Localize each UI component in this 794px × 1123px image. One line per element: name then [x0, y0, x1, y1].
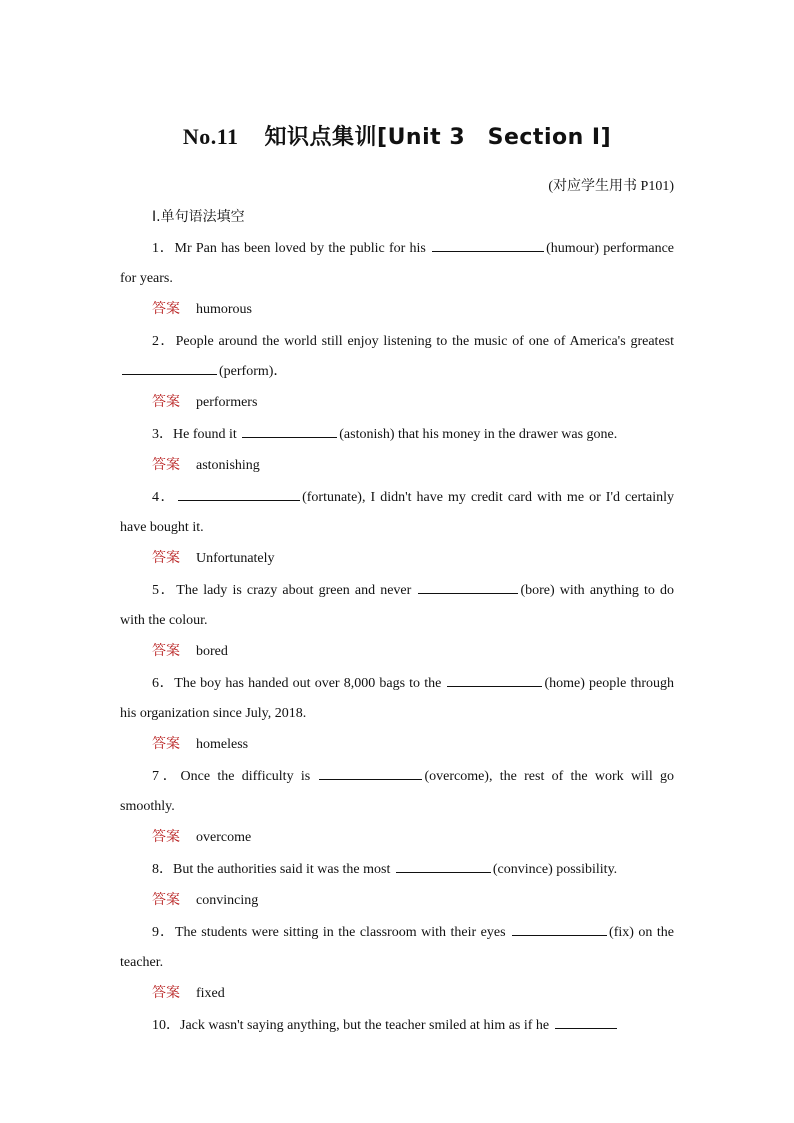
- textbook-reference: (对应学生用书 P101): [548, 179, 674, 194]
- answer-blank: [447, 672, 542, 687]
- question-text-before: Once the difficulty is: [180, 769, 318, 784]
- answer-blank: [555, 1014, 617, 1029]
- answer-line: [120, 978, 674, 1009]
- answer-label: 答案: [152, 829, 180, 845]
- exercise-number: No.11: [182, 124, 239, 149]
- question-text-after: (home) people through his organization since July, 2018.: [120, 676, 675, 721]
- answer-line: [120, 543, 674, 574]
- question-text-after: (overcome), the rest of the work will go smoothly.: [120, 769, 674, 814]
- question-item: [120, 576, 674, 636]
- question-text-after: (perform)．: [219, 364, 288, 379]
- question-item: [120, 327, 674, 387]
- question-text-before: The boy has handed out over 8,000 bags to the: [174, 676, 446, 691]
- question-number: 7．: [152, 769, 181, 784]
- answer-value: fixed: [196, 986, 225, 1001]
- question-text-before: Jack wasn't saying anything, but the teacher smiled at him as if he: [180, 1018, 553, 1033]
- question-item: [120, 420, 674, 450]
- question-text-after: (fortunate), I didn't have my credit card with me or I'd certainly have bought it.: [120, 490, 674, 535]
- question-text-after: (humour) performance for years.: [120, 241, 675, 286]
- page-title: [0, 120, 794, 151]
- question-number: 2．: [152, 334, 176, 349]
- question-number: 1．: [152, 241, 175, 256]
- answer-value: convincing: [196, 893, 259, 908]
- question-item: [120, 1011, 674, 1041]
- section-heading: Ⅰ.单句语法填空: [152, 209, 245, 225]
- answer-blank: [432, 237, 544, 252]
- question-text-before: But the authorities said it was the most: [173, 862, 394, 877]
- question-list: [120, 234, 674, 1041]
- answer-blank: [178, 486, 300, 501]
- answer-line: [120, 822, 674, 853]
- answer-label: 答案: [152, 457, 180, 473]
- answer-label: 答案: [152, 985, 180, 1001]
- answer-blank: [122, 360, 217, 375]
- answer-value: bored: [196, 644, 228, 659]
- answer-label: 答案: [152, 736, 180, 752]
- answer-label: 答案: [152, 394, 180, 410]
- question-text-before: The lady is crazy about green and never: [176, 583, 417, 598]
- answer-label: 答案: [152, 301, 180, 317]
- question-text-after: (convince) possibility.: [492, 862, 618, 877]
- answer-label: 答案: [152, 892, 180, 908]
- answer-blank: [396, 858, 491, 873]
- question-item: [120, 483, 674, 543]
- answer-value: astonishing: [196, 458, 260, 473]
- answer-blank: [319, 765, 422, 780]
- question-item: [120, 855, 674, 885]
- question-text-before: People around the world still enjoy listening to the music of one of America's greatest: [175, 334, 675, 349]
- answer-blank: [242, 423, 337, 438]
- answer-line: [120, 450, 674, 481]
- question-number: 9．: [152, 925, 175, 940]
- answer-blank: [512, 921, 607, 936]
- answer-label: 答案: [152, 550, 180, 566]
- question-number: 4．: [152, 490, 177, 505]
- question-text-before: He found it: [173, 427, 241, 442]
- answer-value: homeless: [196, 737, 249, 752]
- answer-line: [120, 387, 674, 418]
- question-number: 6．: [152, 676, 175, 691]
- question-text-after: (fix) on the teacher.: [120, 925, 675, 970]
- question-item: [120, 669, 674, 729]
- answer-line: [120, 729, 674, 760]
- question-number: 8．: [152, 862, 173, 877]
- question-text-after: (bore) with anything to do with the colour.: [120, 583, 674, 628]
- answer-value: performers: [196, 395, 258, 410]
- question-number: 10．: [152, 1018, 180, 1033]
- question-text-before: The students were sitting in the classroom with their eyes: [175, 925, 511, 940]
- answer-value: humorous: [196, 302, 252, 317]
- answer-line: [120, 885, 674, 916]
- question-number: 5．: [152, 583, 177, 598]
- question-text-before: Mr Pan has been loved by the public for his: [174, 241, 431, 256]
- answer-value: overcome: [196, 830, 252, 845]
- question-item: [120, 762, 674, 822]
- answer-line: [120, 636, 674, 667]
- question-item: [120, 234, 674, 294]
- answer-line: [120, 294, 674, 325]
- exercise-title: 知识点集训[Unit 3 Section Ⅰ]: [264, 125, 612, 150]
- question-item: [120, 918, 674, 978]
- question-number: 3．: [152, 427, 173, 442]
- answer-label: 答案: [152, 643, 180, 659]
- answer-value: Unfortunately: [196, 551, 275, 566]
- question-text-after: (astonish) that his money in the drawer was gone.: [339, 427, 618, 442]
- answer-blank: [418, 579, 518, 594]
